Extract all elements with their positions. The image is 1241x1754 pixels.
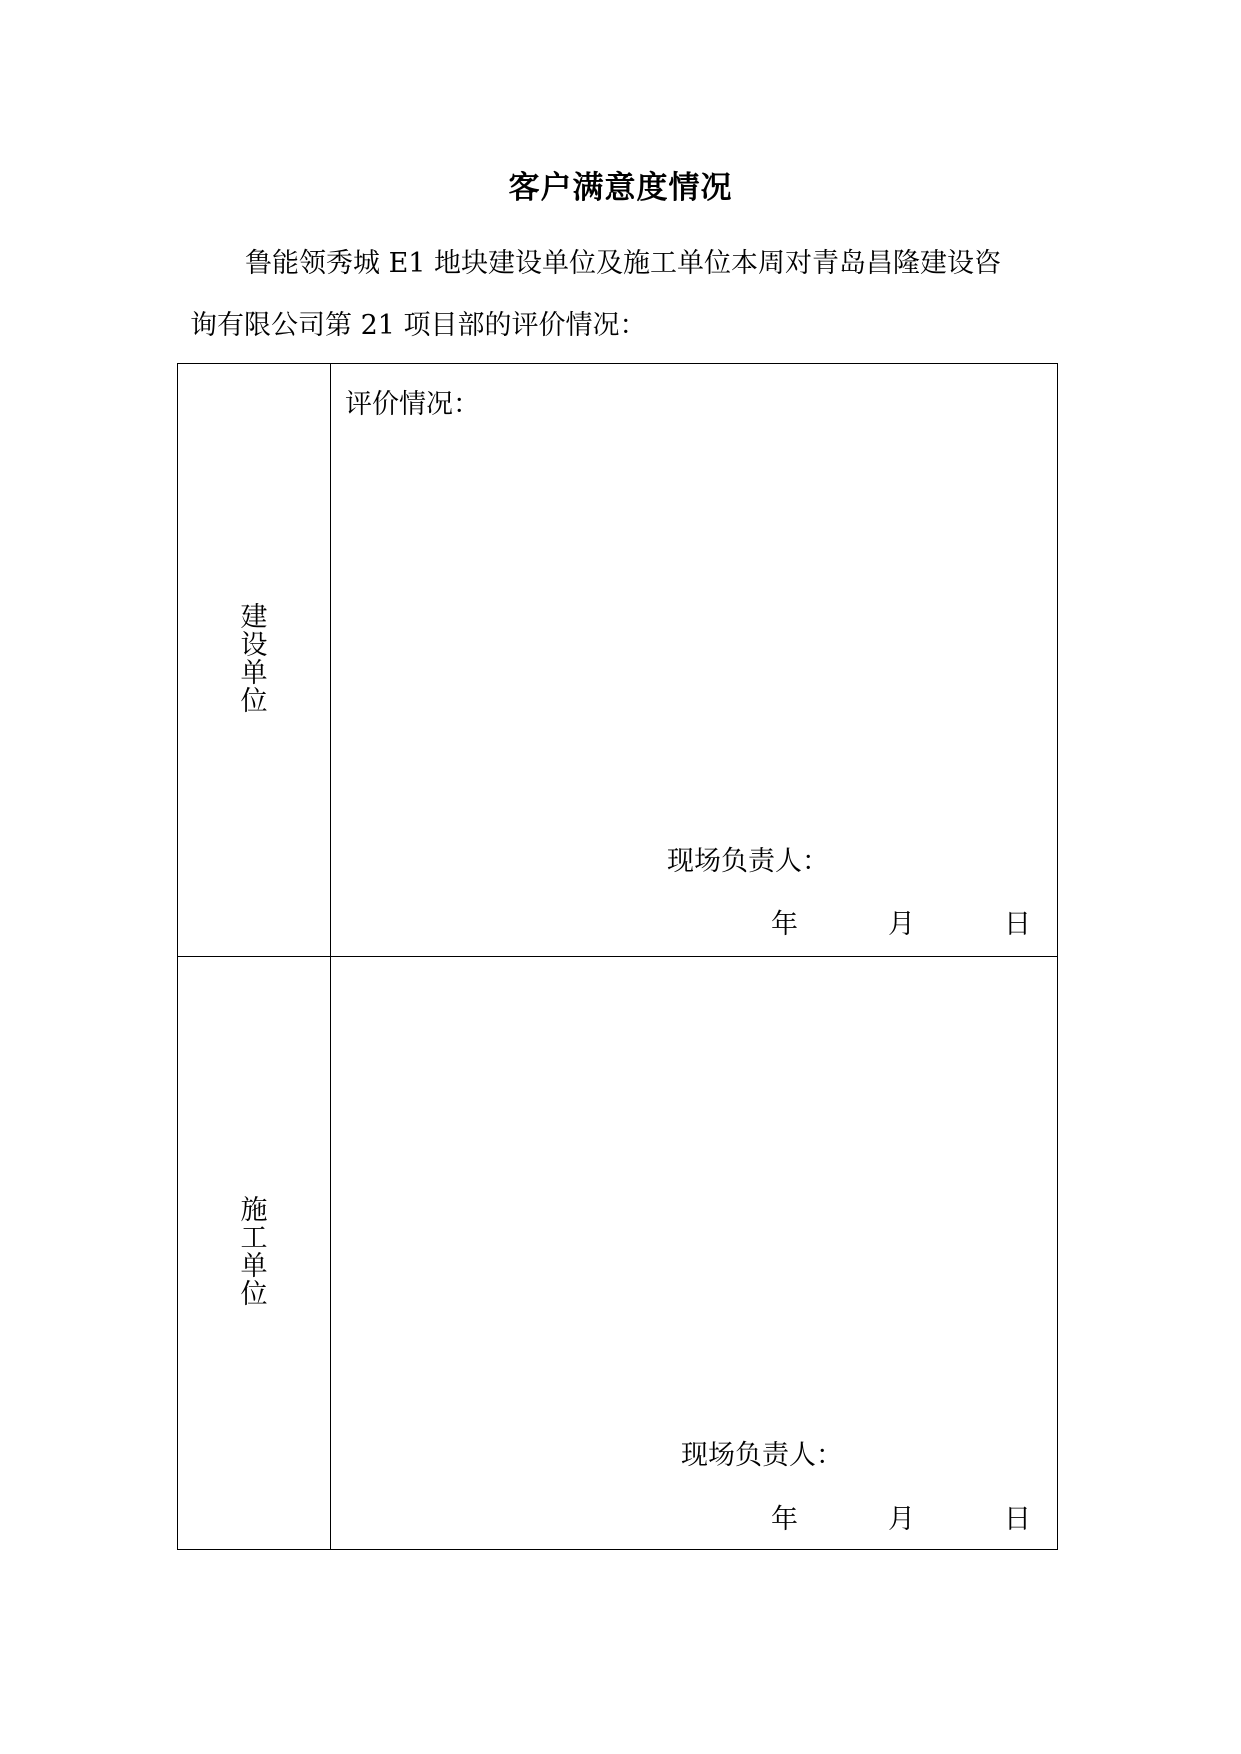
intro-line-1: 鲁能领秀城 E1 地块建设单位及施工单位本周对青岛昌隆建设咨 [245, 248, 1002, 279]
date-row [771, 902, 1181, 940]
label-char: 单 [240, 658, 268, 689]
month-label: 月 [888, 1504, 915, 1535]
table-row-builder-unit [178, 957, 1058, 1550]
vertical-label [178, 1197, 330, 1309]
day-label: 日 [1004, 909, 1031, 940]
label-char: 单 [240, 1251, 268, 1282]
row-label-construction-unit [178, 364, 331, 957]
day-label: 日 [1004, 1504, 1031, 1535]
vertical-label [178, 604, 330, 716]
site-manager-label: 现场负责人： [681, 1440, 843, 1471]
site-manager-label: 现场负责人： [667, 846, 829, 877]
table-row-construction-unit [178, 364, 1058, 957]
label-char: 位 [240, 686, 268, 717]
label-char: 施 [240, 1195, 268, 1226]
evaluation-content-cell[interactable] [331, 957, 1058, 1550]
month-label: 月 [888, 909, 915, 940]
label-char: 工 [240, 1223, 268, 1254]
page-title: 客户满意度情况 [508, 170, 733, 206]
date-row [771, 1497, 1181, 1535]
year-label: 年 [771, 1504, 798, 1535]
evaluation-label: 评价情况： [345, 389, 480, 420]
label-char: 设 [240, 630, 268, 661]
label-char: 位 [240, 1279, 268, 1310]
row-label-builder-unit [178, 957, 331, 1550]
label-char: 建 [240, 602, 268, 633]
evaluation-content-cell[interactable] [331, 364, 1058, 957]
intro-paragraph [190, 233, 1060, 357]
intro-line-2: 询有限公司第 21 项目部的评价情况： [190, 310, 647, 341]
evaluation-table [177, 363, 1058, 1550]
year-label: 年 [771, 909, 798, 940]
